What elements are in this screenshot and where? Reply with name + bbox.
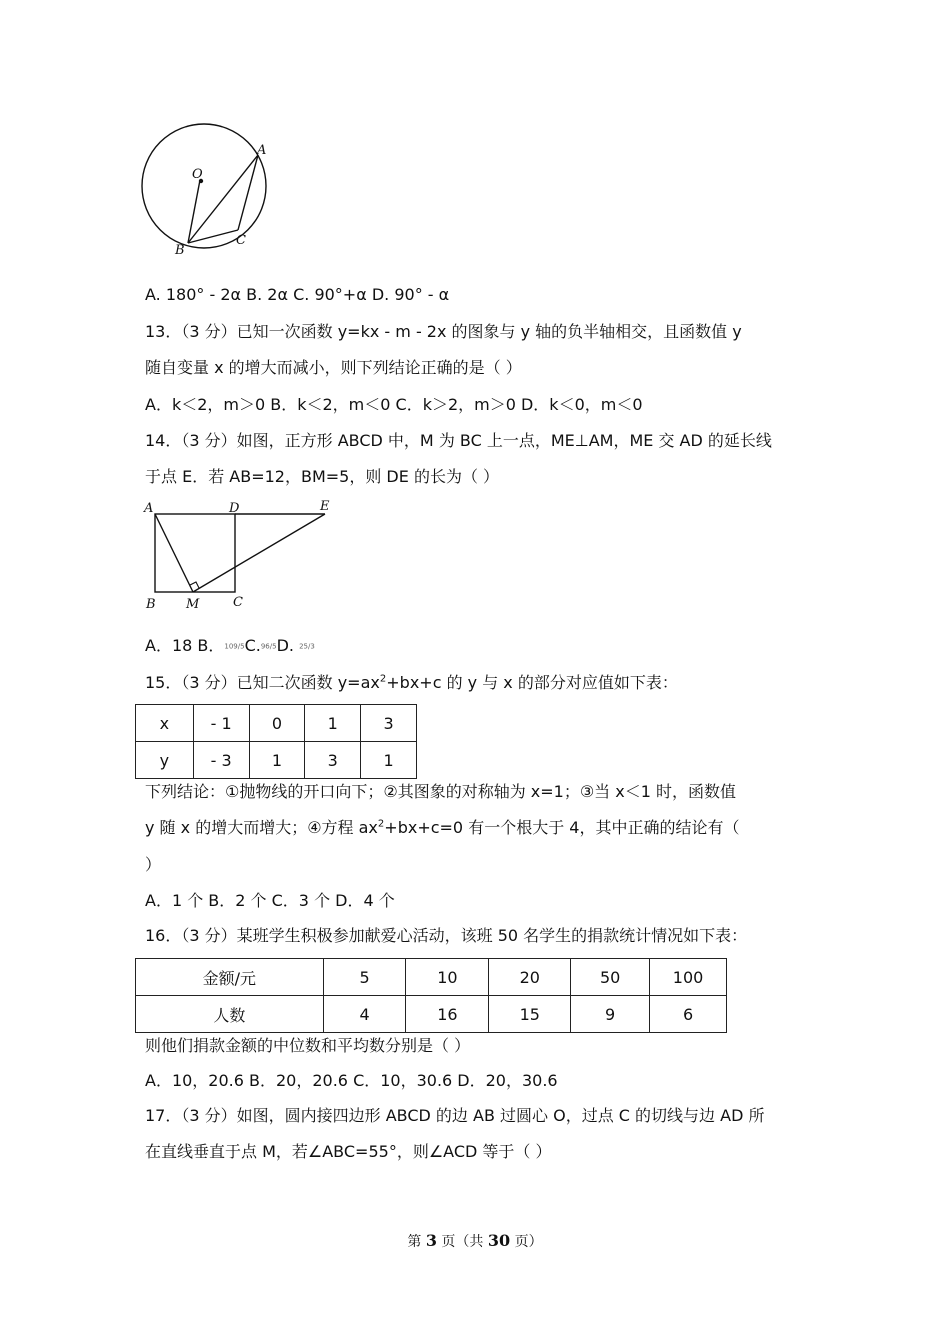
segment-AM bbox=[155, 514, 193, 592]
label-E: E bbox=[320, 499, 330, 514]
table-cell: 1 bbox=[305, 705, 361, 742]
q16-line1: 16．（3 分）某班学生积极参加献爱心活动，该班 50 名学生的捐款统计情况如下表： bbox=[145, 926, 748, 945]
table-cell: 5 bbox=[323, 959, 406, 996]
q15-sup: 2 bbox=[379, 673, 387, 685]
square-ABCD bbox=[155, 514, 235, 592]
table-cell: 6 bbox=[650, 996, 727, 1033]
table-row bbox=[136, 996, 727, 1033]
table-cell: 16 bbox=[406, 996, 489, 1033]
segment-CA bbox=[238, 155, 258, 230]
table-row bbox=[136, 705, 417, 742]
footer-pre: 第 bbox=[407, 1234, 426, 1250]
q12-circle-figure bbox=[138, 120, 278, 260]
footer-mid: 页（共 bbox=[436, 1234, 488, 1250]
table-cell: 3 bbox=[361, 705, 417, 742]
q13-line1: 13．（3 分）已知一次函数 y=kx - m - 2x 的图象与 y 轴的负半轴相交，且函数值 y bbox=[145, 322, 742, 341]
q15-line1 bbox=[145, 673, 678, 693]
table-cell: y bbox=[136, 742, 194, 779]
q14-line2: 于点 E．若 AB=12，BM=5，则 DE 的长为（ ） bbox=[145, 467, 500, 486]
table-cell: 50 bbox=[571, 959, 650, 996]
q17-line1: 17．（3 分）如图，圆内接四边形 ABCD 的边 AB 过圆心 O，过点 C 的切线与边 AD 所 bbox=[145, 1106, 765, 1125]
table-cell: 20 bbox=[489, 959, 571, 996]
label-C: C bbox=[233, 595, 243, 610]
segment-OB bbox=[188, 180, 200, 243]
footer-total-pages: 30 bbox=[487, 1231, 511, 1250]
label-C: C bbox=[236, 233, 246, 248]
page-footer bbox=[0, 1231, 950, 1251]
q14-options bbox=[145, 636, 315, 657]
label-B: B bbox=[146, 597, 156, 612]
table-cell: 金额/元 bbox=[136, 959, 324, 996]
circle-outline bbox=[142, 124, 266, 248]
table-cell: 1 bbox=[249, 742, 305, 779]
q17-line2: 在直线垂直于点 M，若∠ABC=55°，则∠ACD 等于（ ） bbox=[145, 1142, 552, 1161]
q15-line1-pre: 15．（3 分）已知二次函数 y=ax bbox=[145, 673, 380, 692]
q13-options: A．k＜2，m＞0 B．k＜2，m＜0 C．k＞2，m＞0 D．k＜0，m＜0 bbox=[145, 395, 643, 414]
q15-value-table bbox=[135, 704, 417, 779]
table-cell: - 3 bbox=[193, 742, 249, 779]
label-M: M bbox=[186, 597, 200, 612]
q16-options: A．10，20.6 B．20，20.6 C．10，30.6 D．20，30.6 bbox=[145, 1071, 558, 1090]
label-O: O bbox=[192, 167, 203, 182]
table-cell: - 1 bbox=[193, 705, 249, 742]
table-cell: 10 bbox=[406, 959, 489, 996]
q14-option-d-fraction: 25/3 bbox=[299, 642, 315, 651]
table-cell: 1 bbox=[361, 742, 417, 779]
segment-BC bbox=[188, 230, 238, 243]
q15-line3-pre: y 随 x 的增大而增大；④方程 ax bbox=[145, 818, 378, 837]
table-row bbox=[136, 959, 727, 996]
label-B: B bbox=[175, 243, 185, 258]
q14-option-d: D. bbox=[276, 636, 294, 655]
q15-line1-post: +bx+c 的 y 与 x 的部分对应值如下表： bbox=[386, 673, 678, 692]
q15-line4: ） bbox=[145, 855, 162, 874]
table-cell: 9 bbox=[571, 996, 650, 1033]
table-cell: 3 bbox=[305, 742, 361, 779]
q16-line2: 则他们捐款金额的中位数和平均数分别是（ ） bbox=[145, 1036, 471, 1055]
label-D: D bbox=[229, 501, 240, 516]
label-A: A bbox=[144, 501, 154, 516]
label-A: A bbox=[257, 143, 267, 158]
table-cell: 15 bbox=[489, 996, 571, 1033]
table-cell: 100 bbox=[650, 959, 727, 996]
q15-line3 bbox=[145, 818, 739, 838]
table-cell: 4 bbox=[323, 996, 406, 1033]
q14-option-c-fraction: 96/5 bbox=[260, 642, 277, 651]
q12-options: A. 180° - 2α B. 2α C. 90°+α D. 90° - α bbox=[145, 285, 450, 304]
table-cell: x bbox=[136, 705, 194, 742]
q15-sup: 2 bbox=[377, 818, 385, 830]
footer-post: 页） bbox=[510, 1234, 543, 1250]
q15-line3-post: +bx+c=0 有一个根大于 4，其中正确的结论有（ bbox=[384, 818, 740, 837]
q14-square-figure bbox=[140, 496, 340, 616]
q13-line2: 随自变量 x 的增大而减小，则下列结论正确的是（ ） bbox=[145, 358, 522, 377]
segment-ME bbox=[193, 514, 325, 592]
table-cell: 人数 bbox=[136, 996, 324, 1033]
q14-line1: 14．（3 分）如图，正方形 ABCD 中，M 为 BC 上一点，ME⊥AM，ME 交 AD 的延长线 bbox=[145, 431, 772, 450]
table-row bbox=[136, 742, 417, 779]
q15-options: A．1 个 B．2 个 C．3 个 D．4 个 bbox=[145, 891, 395, 910]
q14-option-c: C. bbox=[244, 636, 261, 655]
q16-donation-table bbox=[135, 958, 727, 1033]
footer-page-number: 3 bbox=[425, 1231, 437, 1250]
table-cell: 0 bbox=[249, 705, 305, 742]
q14-option-b-fraction: 109/5 bbox=[224, 642, 245, 651]
q15-line2: 下列结论：①抛物线的开口向下；②其图象的对称轴为 x=1；③当 x＜1 时，函数值 bbox=[145, 782, 736, 801]
q14-option-a: A．18 B． bbox=[145, 636, 225, 655]
